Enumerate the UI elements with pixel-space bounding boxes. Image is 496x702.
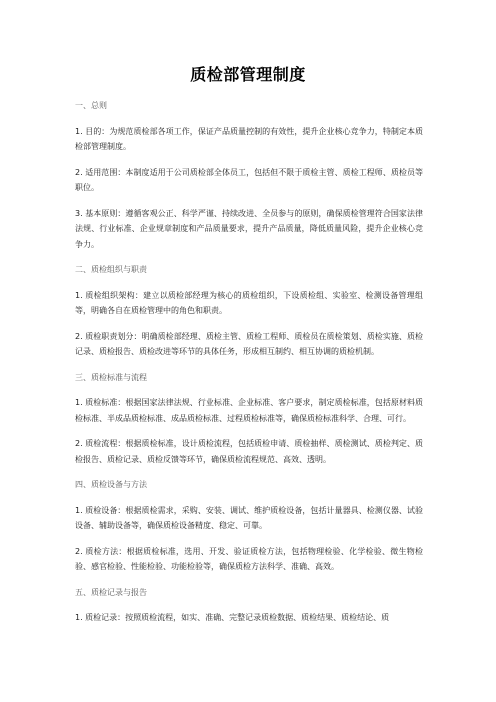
section-paragraph: 1. 质检记录：按照质检流程，如实、准确、完整记录质检数据、质检结果、质检结论、质 — [75, 613, 390, 622]
section-heading: 四、质检设备与方法 — [75, 480, 147, 489]
section-paragraph: 2. 适用范围：本制度适用于公司质检部全体员工，包括但不限于质检主管、质检工程师、质检员等职位。 — [75, 167, 423, 192]
document-body — [75, 98, 423, 636]
section-heading: 一、总则 — [75, 101, 107, 110]
section-paragraph: 3. 基本原则：遵循客观公正、科学严谨、持续改进、全员参与的原则，确保质检管理符合国家法律法规、行业标准、企业规章制度和产品质量要求，提升产品质量，降低质量风险，提升企业核心竞争力。 — [75, 208, 423, 249]
section-paragraph: 2. 质检流程：根据质检标准，设计质检流程，包括质检申请、质检抽样、质检测试、质检判定、质检报告、质检记录、质检反馈等环节，确保质检流程规范、高效、透明。 — [75, 439, 423, 464]
section-paragraph: 1. 质检设备：根据质检需求，采购、安装、调试、维护质检设备，包括计量器具、检测仪器、试验设备、辅助设备等，确保质检设备精度、稳定、可靠。 — [75, 505, 423, 530]
section-paragraph: 2. 质检方法：根据质检标准，选用、开发、验证质检方法，包括物理检验、化学检验、微生物检验、感官检验、性能检验、功能检验等，确保质检方法科学、准确、高效。 — [75, 546, 423, 571]
section-paragraph: 1. 质检组织架构：建立以质检部经理为核心的质检组织，下设质检组、实验室、检测设备管理组等，明确各自在质检管理中的角色和职责。 — [75, 290, 423, 315]
document-title: 质检部管理制度 — [190, 65, 306, 84]
section-paragraph: 1. 质检标准：根据国家法律法规、行业标准、企业标准、客户要求，制定质检标准，包括原材料质检标准、半成品质检标准、成品质检标准、过程质检标准等，确保质检标准科学、合理、可行。 — [75, 398, 423, 423]
section-paragraph: 1. 目的：为规范质检部各项工作，保证产品质量控制的有效性，提升企业核心竞争力，特制定本质检部管理制度。 — [75, 126, 423, 151]
section-heading: 三、质检标准与流程 — [75, 372, 147, 382]
section-paragraph: 2. 质检职责划分：明确质检部经理、质检主管、质检工程师、质检员在质检策划、质检实施、质检记录、质检报告、质检改进等环节的具体任务，形成相互制约、相互协调的质检机制。 — [75, 331, 423, 356]
section-heading: 二、质检组织与职责 — [75, 265, 147, 274]
section-heading: 五、质检记录与报告 — [75, 587, 147, 597]
